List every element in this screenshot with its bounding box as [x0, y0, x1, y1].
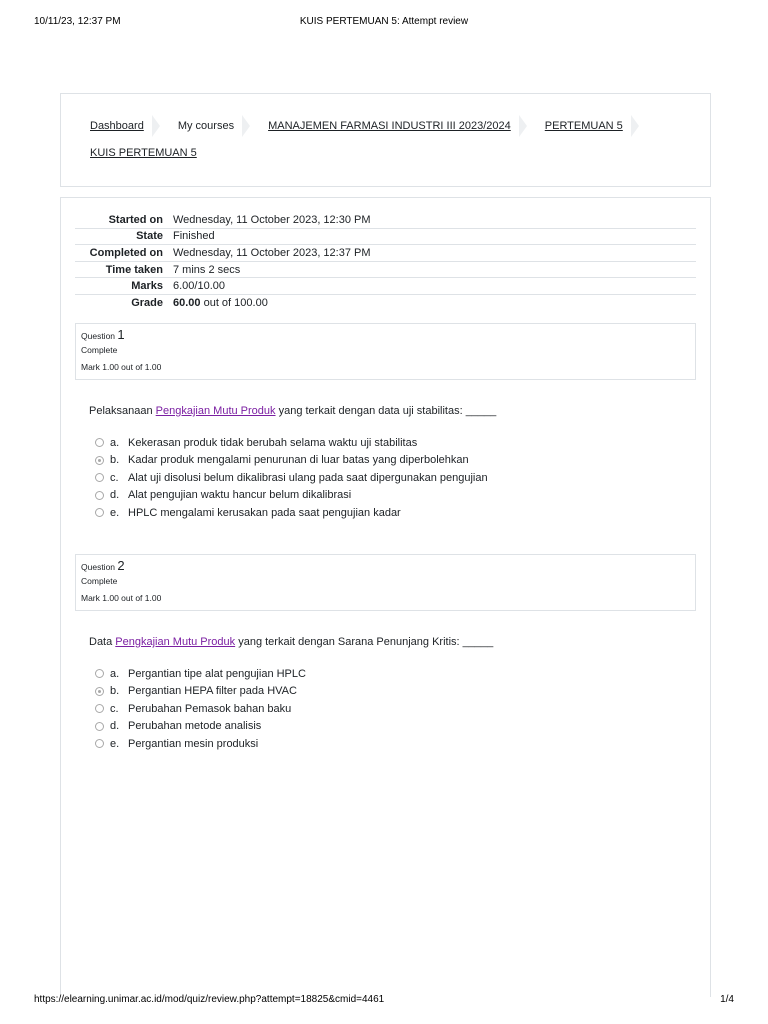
answer-list [95, 434, 488, 522]
breadcrumb-separator-icon [519, 115, 527, 137]
answer-option-a: a. Pergantian tipe alat pengujian HPLC [95, 665, 306, 683]
summary-value: 6.00/10.00 [173, 280, 225, 293]
summary-value: Wednesday, 11 October 2023, 12:30 PM [173, 213, 371, 226]
radio-button[interactable] [95, 739, 104, 748]
breadcrumb-section-link[interactable]: PERTEMUAN 5 [544, 120, 623, 132]
answer-option-b: b. Pergantian HEPA filter pada HVAC [95, 683, 306, 701]
summary-value: 7 mins 2 secs [173, 263, 241, 276]
breadcrumb-my-courses[interactable]: My courses [177, 120, 235, 132]
question-number: Question 1 [81, 327, 125, 342]
summary-value: Finished [173, 230, 215, 243]
question-state: Complete [81, 345, 118, 355]
print-url: https://elearning.unimar.ac.id/mod/quiz/review.php?attempt=18825&cmid=4461 [34, 994, 385, 1005]
question-grade: Mark 1.00 out of 1.00 [81, 593, 162, 603]
summary-row-state [75, 229, 696, 246]
breadcrumb-dashboard-link[interactable]: Dashboard [90, 120, 144, 132]
summary-row-grade [75, 295, 696, 312]
summary-row-completed-on [75, 245, 696, 262]
grade-suffix: out of 100.00 [200, 297, 268, 310]
breadcrumb [60, 93, 711, 187]
glossary-link[interactable]: Pengkajian Mutu Produk [115, 636, 236, 648]
question-grade: Mark 1.00 out of 1.00 [81, 362, 162, 372]
answer-option-e: e. Pergantian mesin produksi [95, 735, 306, 753]
summary-row-marks [75, 278, 696, 295]
question-content-1 [89, 402, 689, 519]
question-state: Complete [81, 576, 118, 586]
print-footer [34, 994, 734, 1008]
summary-label: Time taken [105, 263, 163, 276]
answer-option-a: a. Kekerasan produk tidak berubah selama waktu uji stabilitas [95, 434, 488, 452]
answer-option-b: b. Kadar produk mengalami penurunan di luar batas yang diperbolehkan [95, 452, 488, 470]
quiz-review-card [60, 197, 711, 997]
radio-button[interactable] [95, 473, 104, 482]
breadcrumb-course-link[interactable]: MANAJEMEN FARMASI INDUSTRI III 2023/2024 [268, 120, 511, 132]
summary-row-time-taken [75, 262, 696, 279]
radio-button[interactable] [95, 722, 104, 731]
print-page-title: KUIS PERTEMUAN 5: Attempt review [299, 16, 469, 27]
radio-button[interactable] [95, 669, 104, 678]
summary-value: Wednesday, 11 October 2023, 12:37 PM [173, 246, 371, 259]
glossary-link[interactable]: Pengkajian Mutu Produk [155, 405, 276, 417]
answer-list [95, 665, 306, 753]
radio-button-selected[interactable] [95, 687, 104, 696]
grade-score: 60.00 [173, 297, 201, 310]
summary-label: Completed on [89, 246, 163, 259]
answer-option-e: e. HPLC mengalami kerusakan pada saat pengujian kadar [95, 504, 488, 522]
print-page-number: 1/4 [720, 994, 734, 1005]
summary-label: Started on [108, 213, 163, 226]
question-number: Question 2 [81, 558, 125, 573]
question-info-2 [75, 554, 696, 611]
radio-button[interactable] [95, 491, 104, 500]
summary-label: State [136, 230, 163, 243]
summary-row-started-on [75, 212, 696, 229]
attempt-summary-table [75, 212, 696, 312]
radio-button[interactable] [95, 508, 104, 517]
question-content-2 [89, 633, 689, 750]
answer-option-d: d. Perubahan metode analisis [95, 718, 306, 736]
question-text: Data Pengkajian Mutu Produk yang terkait dengan Sarana Penunjang Kritis: _____ [89, 636, 494, 648]
breadcrumb-separator-icon [631, 115, 639, 137]
summary-label: Marks [131, 280, 163, 293]
print-header [34, 16, 734, 30]
radio-button-selected[interactable] [95, 456, 104, 465]
answer-option-c: c. Perubahan Pemasok bahan baku [95, 700, 306, 718]
breadcrumb-separator-icon [242, 115, 250, 137]
radio-button[interactable] [95, 704, 104, 713]
answer-option-d: d. Alat pengujian waktu hancur belum dikalibrasi [95, 487, 488, 505]
breadcrumb-quiz-link[interactable]: KUIS PERTEMUAN 5 [90, 147, 197, 159]
breadcrumb-separator-icon [152, 115, 160, 137]
summary-label: Grade [131, 297, 163, 310]
print-datetime: 10/11/23, 12:37 PM [34, 16, 121, 27]
summary-value [173, 297, 696, 309]
question-info-1 [75, 323, 696, 380]
question-text: Pelaksanaan Pengkajian Mutu Produk yang terkait dengan data uji stabilitas: _____ [89, 405, 497, 417]
answer-option-c: c. Alat uji disolusi belum dikalibrasi ulang pada saat dipergunakan pengujian [95, 469, 488, 487]
radio-button[interactable] [95, 438, 104, 447]
